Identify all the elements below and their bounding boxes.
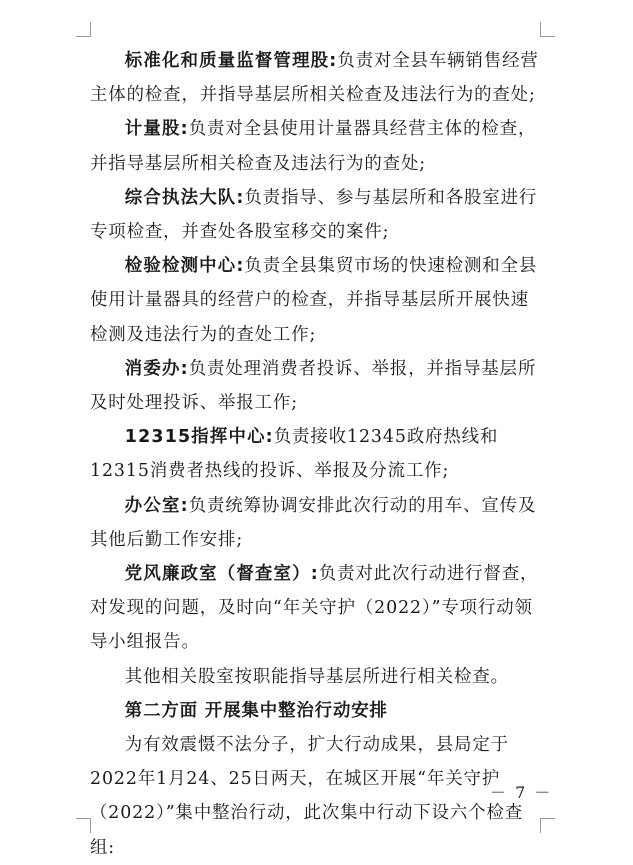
crop-mark-bottom-left [76, 818, 91, 833]
paragraph-text: 其他相关股室按职能指导基层所进行相关检查。 [124, 666, 509, 687]
paragraph-text: 负责对全县使用计量器具经营主体的检查，并指导基层所相关检查及违法行为的查处; [90, 119, 537, 174]
paragraph-standardization [90, 44, 546, 112]
paragraph-other-departments [90, 660, 546, 694]
paragraph-12315-center [90, 420, 546, 488]
paragraph-supervision [90, 557, 546, 660]
closing-paragraph: 为有效震慑不法分子，扩大行动成果，县局定于2022年1月24、25日两天，在城区开展“年关守护（2022）”集中整治行动，此次集中行动下设六个检查组: [90, 735, 524, 858]
paragraph-term: 检验检测中心: [124, 256, 245, 277]
document-body [90, 44, 546, 865]
paragraph-term: 办公室: [124, 495, 189, 516]
crop-mark-top-left [76, 22, 91, 37]
paragraph-text: 负责指导、参与基层所和各股室进行专项检查，并查处各股室移交的案件; [90, 187, 538, 243]
crop-mark-top-right [540, 22, 555, 37]
paragraph-text: 负责统筹协调安排此次行动的用车、宣传及其他后勤工作安排; [90, 495, 537, 550]
paragraph-term: 标准化和质量监督管理股: [124, 51, 338, 71]
paragraph-text: 负责对此次行动进行督查，对发现的问题，及时向“年关守护（2022）”专项行动领导小组报告。 [90, 564, 539, 653]
paragraph-text: 负责处理消费者投诉、举报，并指导基层所及时处理投诉、举报工作; [90, 358, 537, 414]
paragraph-text: 负责接收12345政府热线和12315消费者热线的投诉、举报及分流工作; [90, 427, 499, 482]
paragraph-office [90, 489, 546, 557]
section-heading: 第二方面 开展集中整治行动安排 [124, 700, 388, 721]
paragraph-consumer-committee [90, 352, 546, 420]
page-number: － 7 － [490, 783, 553, 802]
paragraph-enforcement [90, 181, 546, 249]
paragraph-term: 党风廉政室（督查室）: [124, 564, 319, 585]
paragraph-term: 计量股: [124, 119, 189, 140]
paragraph-text: 负责对全县车辆销售经营主体的检查，并指导基层所相关检查及违法行为的查处; [90, 51, 539, 106]
paragraph-text: 负责全县集贸市场的快速检测和全县使用计量器具的经营户的检查，并指导基层所开展快速检测及违法行为的查处工作; [90, 256, 538, 345]
paragraph-term: 综合执法大队: [124, 187, 245, 208]
paragraph-metrology [90, 112, 546, 180]
paragraph-term: 消委办: [124, 358, 189, 379]
paragraph-term: 12315指挥中心: [124, 427, 274, 448]
paragraph-inspection-center [90, 249, 546, 352]
